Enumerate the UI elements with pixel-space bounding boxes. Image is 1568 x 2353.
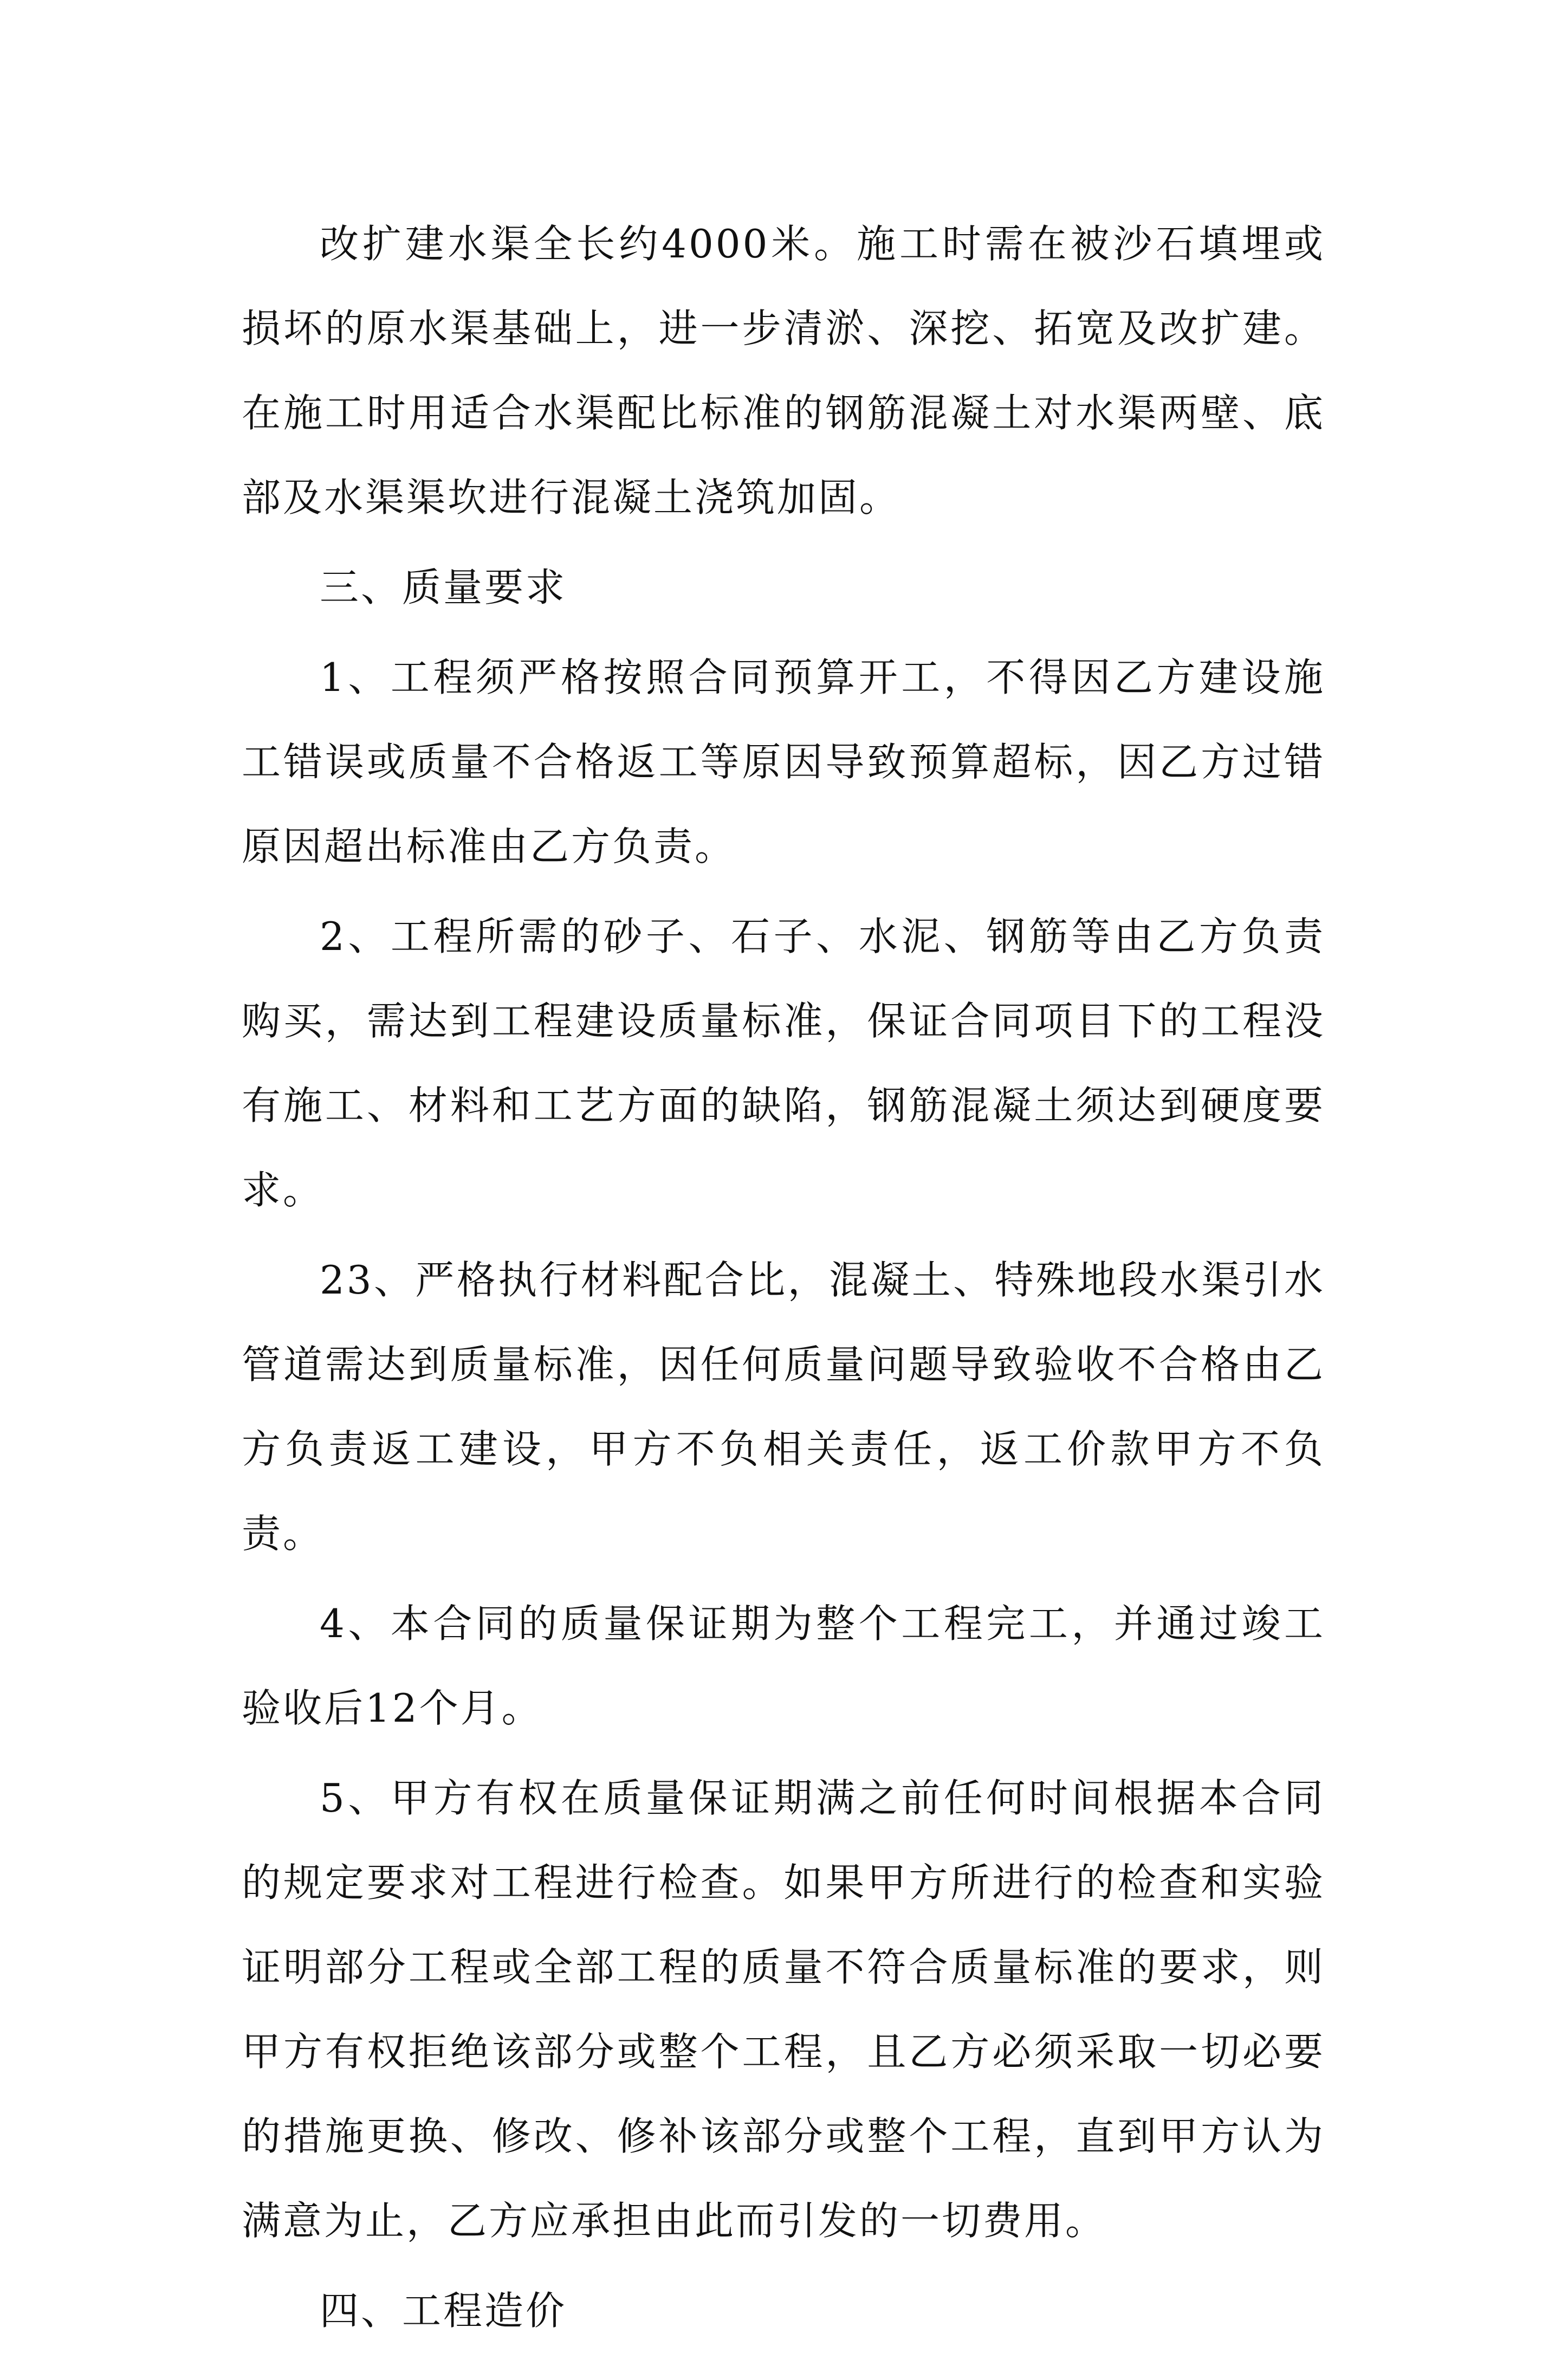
- paragraph-item-4: 4、本合同的质量保证期为整个工程完工，并通过竣工验收后12个月。: [242, 1601, 1325, 1731]
- section-heading-cost: 四、工程造价: [320, 2288, 567, 2333]
- paragraph-item-2: 2、工程所需的砂子、石子、水泥、钢筋等由乙方负责购买，需达到工程建设质量标准，保证合同项目下的工程没有施工、材料和工艺方面的缺陷，钢筋混凝土须达到硬度要求。: [242, 914, 1325, 1213]
- paragraph-item-1: 1、工程须严格按照合同预算开工，不得因乙方建设施工错误或质量不合格返工等原因导致预算超标，因乙方过错原因超出标准由乙方负责。: [242, 655, 1325, 869]
- section-heading-quality: 三、质量要求: [320, 565, 567, 610]
- document-page: [242, 202, 1325, 2353]
- paragraph-scope: 改扩建水渠全长约4000米。施工时需在被沙石填埋或损坏的原水渠基础上，进一步清淤、深挖、拓宽及改扩建。在施工时用适合水渠配比标准的钢筋混凝土对水渠两壁、底部及水渠渠坎进行混凝土浇筑加固。: [242, 221, 1325, 520]
- paragraph-item-5: 5、甲方有权在质量保证期满之前任何时间根据本合同的规定要求对工程进行检查。如果甲方所进行的检查和实验证明部分工程或全部工程的质量不符合质量标准的要求，则甲方有权拒绝该部分或整个工程，且乙方必须采取一切必要的措施更换、修改、修补该部分或整个工程，直到甲方认为满意为止，乙方应承担由此而引发的一切费用。: [242, 1775, 1325, 2244]
- paragraph-item-3: 23、严格执行材料配合比，混凝土、特殊地段水渠引水管道需达到质量标准，因任何质量问题导致验收不合格由乙方负责返工建设，甲方不负相关责任，返工价款甲方不负责。: [242, 1257, 1325, 1556]
